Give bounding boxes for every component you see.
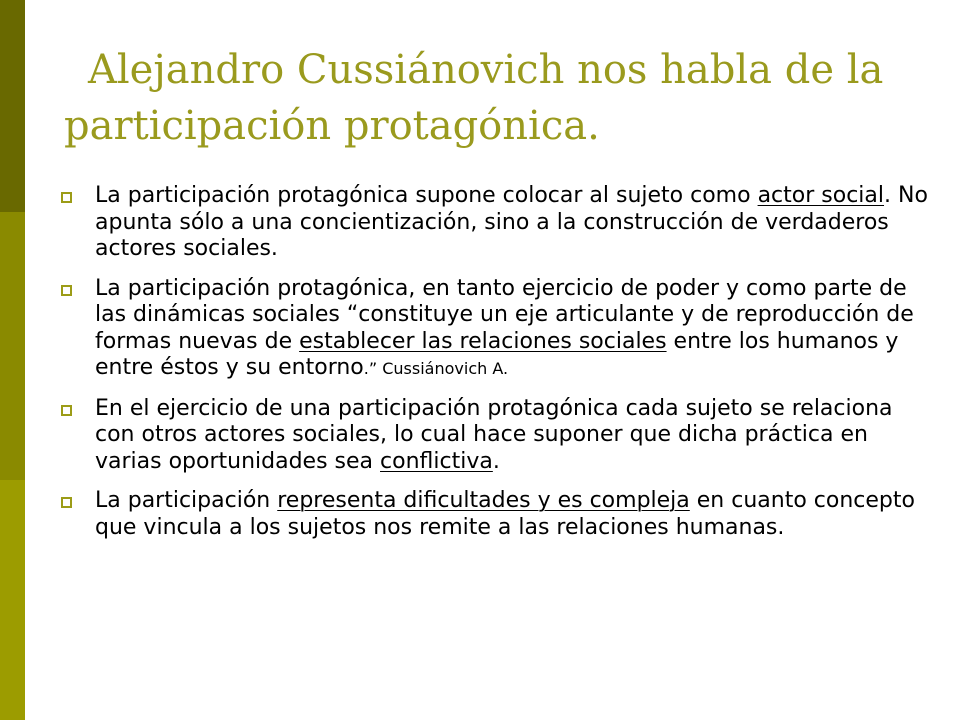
bullet-text bbox=[95, 183, 928, 261]
text-run: La participación bbox=[95, 488, 278, 513]
text-run: . bbox=[492, 448, 500, 474]
sidebar-stripe bbox=[0, 0, 25, 720]
underlined-phrase: conflictiva bbox=[380, 448, 493, 474]
text-run: . No apunta sólo a una concientización, sino a la construcción de verdaderos actores sociales. bbox=[95, 183, 928, 261]
square-bullet-icon bbox=[61, 497, 72, 508]
underlined-phrase: actor social bbox=[757, 183, 885, 208]
slide-title bbox=[64, 42, 944, 154]
underlined-phrase: establecer las relaciones sociales bbox=[299, 328, 667, 354]
text-run: En el ejercicio de una participación protagónica cada sujeto se relaciona con otros actores sociales, lo cual hace suponer que dicha práctica en varias oportunidades sea bbox=[95, 395, 893, 474]
bullet-item bbox=[58, 396, 938, 476]
text-run: La participación protagónica, en tanto ejercicio de poder y como parte de las dinámicas sociales “constituye un eje articulante y de reproducción de formas nuevas de bbox=[95, 275, 914, 354]
bullet-text bbox=[95, 396, 893, 474]
underlined-phrase: representa dificultades y es compleja bbox=[277, 488, 690, 513]
title-line-1: Alejandro Cussiánovich nos habla de la bbox=[88, 47, 884, 93]
square-bullet-icon bbox=[61, 405, 72, 416]
sidebar-segment-middle bbox=[0, 212, 25, 480]
text-run: .” Cussiánovich A. bbox=[363, 359, 509, 378]
text-run: entre los humanos y entre éstos y su entorno bbox=[95, 328, 899, 380]
bullet-list bbox=[58, 183, 938, 554]
text-run: La participación protagónica supone colocar al sujeto como bbox=[95, 183, 758, 208]
title-line-2: participación protagónica. bbox=[64, 103, 600, 149]
bullet-item bbox=[58, 276, 938, 383]
square-bullet-icon bbox=[61, 192, 72, 203]
bullet-item bbox=[58, 488, 938, 541]
square-bullet-icon bbox=[61, 285, 72, 296]
text-run: en cuanto concepto que vincula a los sujetos nos remite a las relaciones humanas. bbox=[95, 488, 915, 540]
bullet-text bbox=[95, 488, 915, 540]
bullet-item bbox=[58, 183, 938, 263]
sidebar-segment-bottom bbox=[0, 480, 25, 720]
sidebar-segment-top bbox=[0, 0, 25, 212]
bullet-text bbox=[95, 276, 914, 381]
